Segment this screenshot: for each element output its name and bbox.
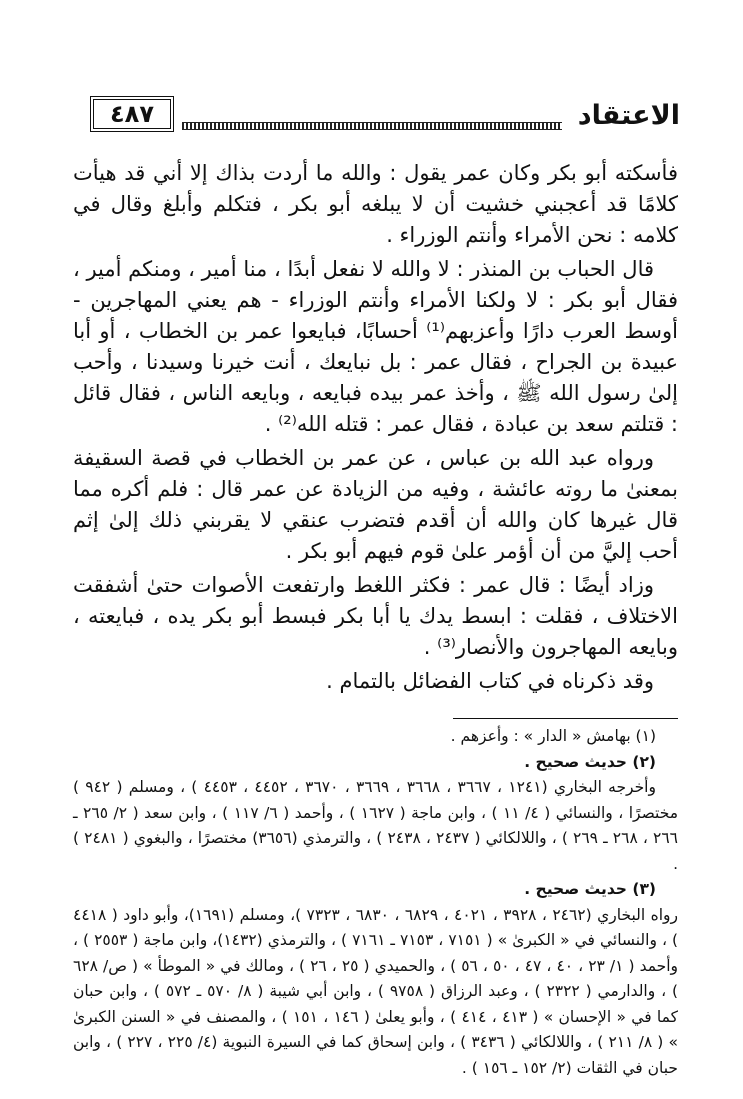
running-title: الاعتقاد (577, 100, 680, 131)
footnote-1: (١) بهامش « الدار » : وأعزهم . (450, 727, 656, 745)
header-rule (182, 122, 562, 130)
footnote-3-label: (٣) حديث صحيح . (524, 880, 656, 898)
footnote-divider (453, 718, 678, 719)
paragraph: فأسكته أبو بكر وكان عمر يقول : والله ما أردت بذاك إلا أني قد هيأت كلامًا قد أعجبني خشيت أن لا يبلغه أبو بكر ، فتكلم وأبلغ وقال في كلامه : نحن الأمراء وأنتم الوزراء . (73, 161, 678, 247)
page-header (90, 96, 680, 136)
paragraph: قال الحباب بن المنذر : لا والله لا نفعل أبدًا ، منا أمير ، ومنكم أمير ، فقال أبو بكر : لا ولكنا الأمراء وأنتم الوزراء - هم يعني المهاجرين - أوسط العرب دارًا وأعزبهم⁽¹⁾ أحسابًا، فبايعوا عمر بن الخطاب ، أو أبا عبيدة بن الجراح ، فقال عمر : بل نبايعك ، أنت خيرنا وسيدنا ، وأحب إلىٰ رسول الله ﷺ ، وأخذ عمر بيده فبايعه ، وبايعه الناس ، فقال قائل : قتلتم سعد بن عبادة ، فقال عمر : قتله الله⁽²⁾ . (73, 257, 678, 436)
paragraph: وزاد أيضًا : قال عمر : فكثر اللغط وارتفعت الأصوات حتىٰ أشفقت الاختلاف ، فقلت : ابسط يدك يا أبا بكر فبسط أبو بكر يده ، فبايعته ، وبايعه المهاجرون والأنصار⁽³⁾ . (73, 573, 678, 659)
paragraph: وقد ذكرناه في كتاب الفضائل بالتمام . (326, 669, 654, 693)
footnote-2-label: (٢) حديث صحيح . (524, 752, 656, 771)
paragraph: ورواه عبد الله بن عباس ، عن عمر بن الخطاب في قصة السقيفة بمعنىٰ ما روته عائشة ، وفيه من الزيادة عن عمر قال : فلم أكره مما قال غيرها كان والله أن أقدم فتضرب عنقي لا يقربني ذلك إلىٰ إثم أحب إليَّ من أن أؤمر علىٰ قوم فيهم أبو بكر . (73, 446, 678, 563)
footnote-2-text: وأخرجه البخاري (١٢٤١ ، ٣٦٦٧ ، ٣٦٦٨ ، ٣٦٦٩ ، ٣٦٧٠ ، ٤٤٥٢ ، ٤٤٥٣ ) ، ومسلم ( ٩٤٢ ) مختصرًا ، والنسائي ( ٤/ ١١ ) ، وابن ماجة ( ١٦٢٧ ) ، وأحمد ( ٦/ ١١٧ ) ، وابن سعد ( ٢/ ٢٦٥ ـ ٢٦٦ ، ٢٦٨ ـ ٢٦٩ ) ، واللالكائي ( ٢٤٣٧ ، ٢٤٣٨ ) ، والترمذي (٣٦٥٦) مختصرًا ، والبغوي ( ٢٤٨١ ) . (73, 778, 679, 873)
footnotes (73, 724, 678, 1081)
page-number: ٤٨٧ (90, 96, 174, 132)
footnote-3-text: رواه البخاري (٢٤٦٢ ، ٣٩٢٨ ، ٤٠٢١ ، ٦٨٢٩ ، ٦٨٣٠ ، ٧٣٢٣ )، ومسلم (١٦٩١)، وأبو داود ( ٤٤١٨ ) ، والنسائي في « الكبرىٰ » ( ٧١٥١ ، ٧١٥٣ ـ ٧١٦١ ) ، والترمذي (١٤٣٢)، وابن ماجة ( ٢٥٥٣ ) ، وأحمد ( ١/ ٢٣ ، ٤٠ ، ٤٧ ، ٥٠ ، ٥٦ ) ، والحميدي ( ٢٥ ، ٢٦ ) ، ومالك في « الموطأ » ( ص/ ٦٢٨ ) ، والدارمي ( ٢٣٢٢ ) ، وعبد الرزاق ( ٩٧٥٨ ) ، وابن أبي شيبة ( ٨/ ٥٧٠ ـ ٥٧٢ ) ، وابن حبان كما في « الإحسان » ( ٤١٣ ، ٤١٤ ) ، وأبو يعلىٰ ( ١٤٦ ، ١٥١ ) ، والمصنف في « السنن الكبرىٰ » ( ٨/ ٢١١ ) ، واللالكائي ( ٣٤٣٦ ) ، وابن إسحاق كما في السيرة النبوية (٤/ ٢٢٥ ، ٢٢٧ ) ، وابن حبان في الثقات (٢/ ١٥٢ ـ ١٥٦ ) . (73, 905, 679, 1077)
main-text (73, 158, 678, 700)
